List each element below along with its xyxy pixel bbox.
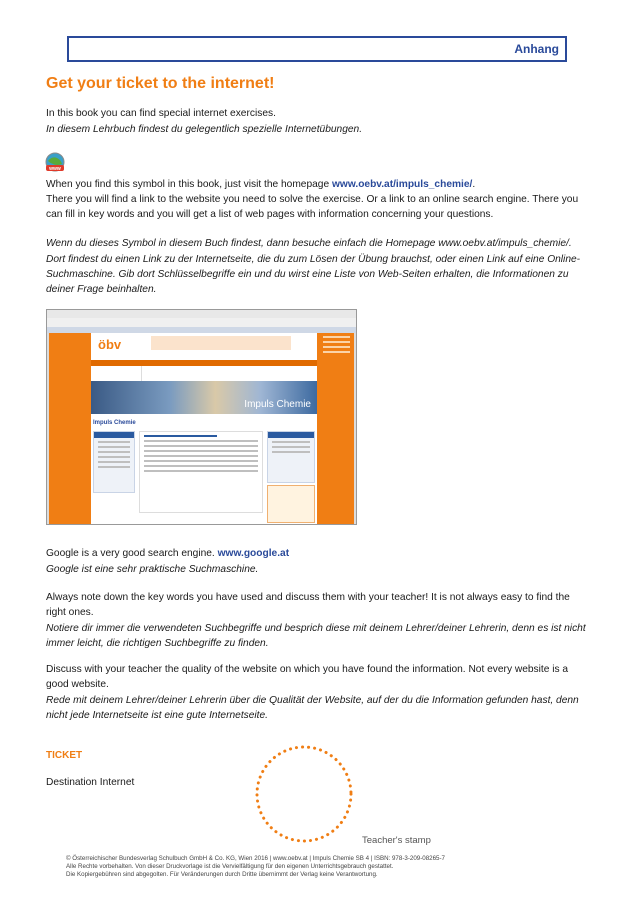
- website-screenshot: [46, 309, 357, 525]
- google-text: Google is a very good search engine.: [46, 548, 218, 559]
- website-banner-text: Impuls Chemie: [244, 399, 311, 410]
- keywords-en: Always note down the key words you have used and discuss them with your teacher! It is not always easy to find the right ones.: [46, 592, 570, 618]
- website-page: [49, 333, 354, 524]
- symbol-text-en: [46, 177, 586, 192]
- svg-text:www: www: [49, 166, 61, 172]
- footer-line-1: © Österreichischer Bundesverlag Schulbuch GmbH & Co. KG, Wien 2016 | www.oebv.at | Impuls Chemie SB 4 | ISBN: 978-3-209-08265-7: [66, 855, 445, 862]
- page-title: Get your ticket to the internet!: [46, 75, 275, 92]
- teacher-stamp-label: Teacher's stamp: [362, 835, 431, 846]
- symbol-text-prefix: When you find this symbol in this book, just visit the homepage: [46, 179, 332, 190]
- website-left-menu: [93, 431, 135, 493]
- homepage-link[interactable]: www.oebv.at/impuls_chemie/: [331, 179, 473, 190]
- google-en: [46, 546, 586, 561]
- www-globe-icon: [44, 152, 66, 174]
- footer-line-2: Alle Rechte vorbehalten. Von dieser Druckvorlage ist die Vervielfältigung für den eigenen Unterrichtsgebrauch gestattet.: [66, 863, 394, 870]
- website-logo: öbv: [98, 337, 122, 352]
- header-label: Anhang: [514, 42, 559, 56]
- ticket-destination: Destination Internet: [46, 777, 135, 788]
- website-outer-right: [319, 333, 354, 373]
- intro-de: In diesem Lehrbuch findest du gelegentlich spezielle Internetübungen.: [46, 124, 363, 135]
- website-topnav: [151, 336, 291, 350]
- website-right-box: [267, 431, 315, 483]
- footer-line-3: Die Kopiergebühren sind abgegolten. Für Veränderungen durch Dritte übernimmt der Verlag keine Verantwortung.: [66, 871, 378, 878]
- google-de: Google ist eine sehr praktische Suchmaschine.: [46, 564, 259, 575]
- website-sidebar: [91, 366, 142, 381]
- website-page-title: Impuls Chemie: [93, 420, 136, 426]
- header-box: [67, 36, 567, 62]
- intro-en: In this book you can find special internet exercises.: [46, 108, 276, 119]
- ticket-label: TICKET: [46, 750, 83, 761]
- quality-de: Rede mit deinem Lehrer/deiner Lehrerin über die Qualität der Website, auf der du die Information gefunden hast, denn nicht jede Internetseite ist eine gute Internetseite.: [46, 695, 579, 721]
- website-content: [91, 333, 317, 524]
- symbol-text-suffix: .: [472, 179, 476, 190]
- quality-en: Discuss with your teacher the quality of the website on which you have found the information. Not every website is a good website.: [46, 664, 569, 690]
- teacher-stamp-circle: [254, 742, 354, 846]
- footer: [66, 855, 586, 879]
- website-banner: [91, 381, 317, 414]
- symbol-text-de-2: Dort findest du einen Link zu der Internetseite, die du zum Lösen der Übung brauchst, oder einen Link auf eine Online-Suchmaschine. Gib dort Schlüsselbegriffe ein und du wirst eine Liste von Web-Seiten erhalten, die Informationen zu deiner Frage beinhalten.: [46, 254, 581, 295]
- keywords-de: Notiere dir immer die verwendeten Suchbegriffe und besprich diese mit deinem Lehrer/deiner Lehrerin, denn es ist nicht immer leicht, die richtigen Suchbegriffe zu finden.: [46, 623, 586, 649]
- website-article: [139, 431, 263, 513]
- symbol-text-de-1: Wenn du dieses Symbol in diesem Buch findest, dann besuche einfach die Homepage www.oebv.at/impuls_chemie/.: [46, 238, 572, 249]
- google-link[interactable]: www.google.at: [217, 548, 290, 559]
- website-right-box-2: [267, 485, 315, 523]
- symbol-text-en-rest: There you will find a link to the website you need to solve the exercise. Or a link to an online search engine. There you can fill in key words and you will get a list of web pages with information concerning your questions.: [46, 194, 579, 220]
